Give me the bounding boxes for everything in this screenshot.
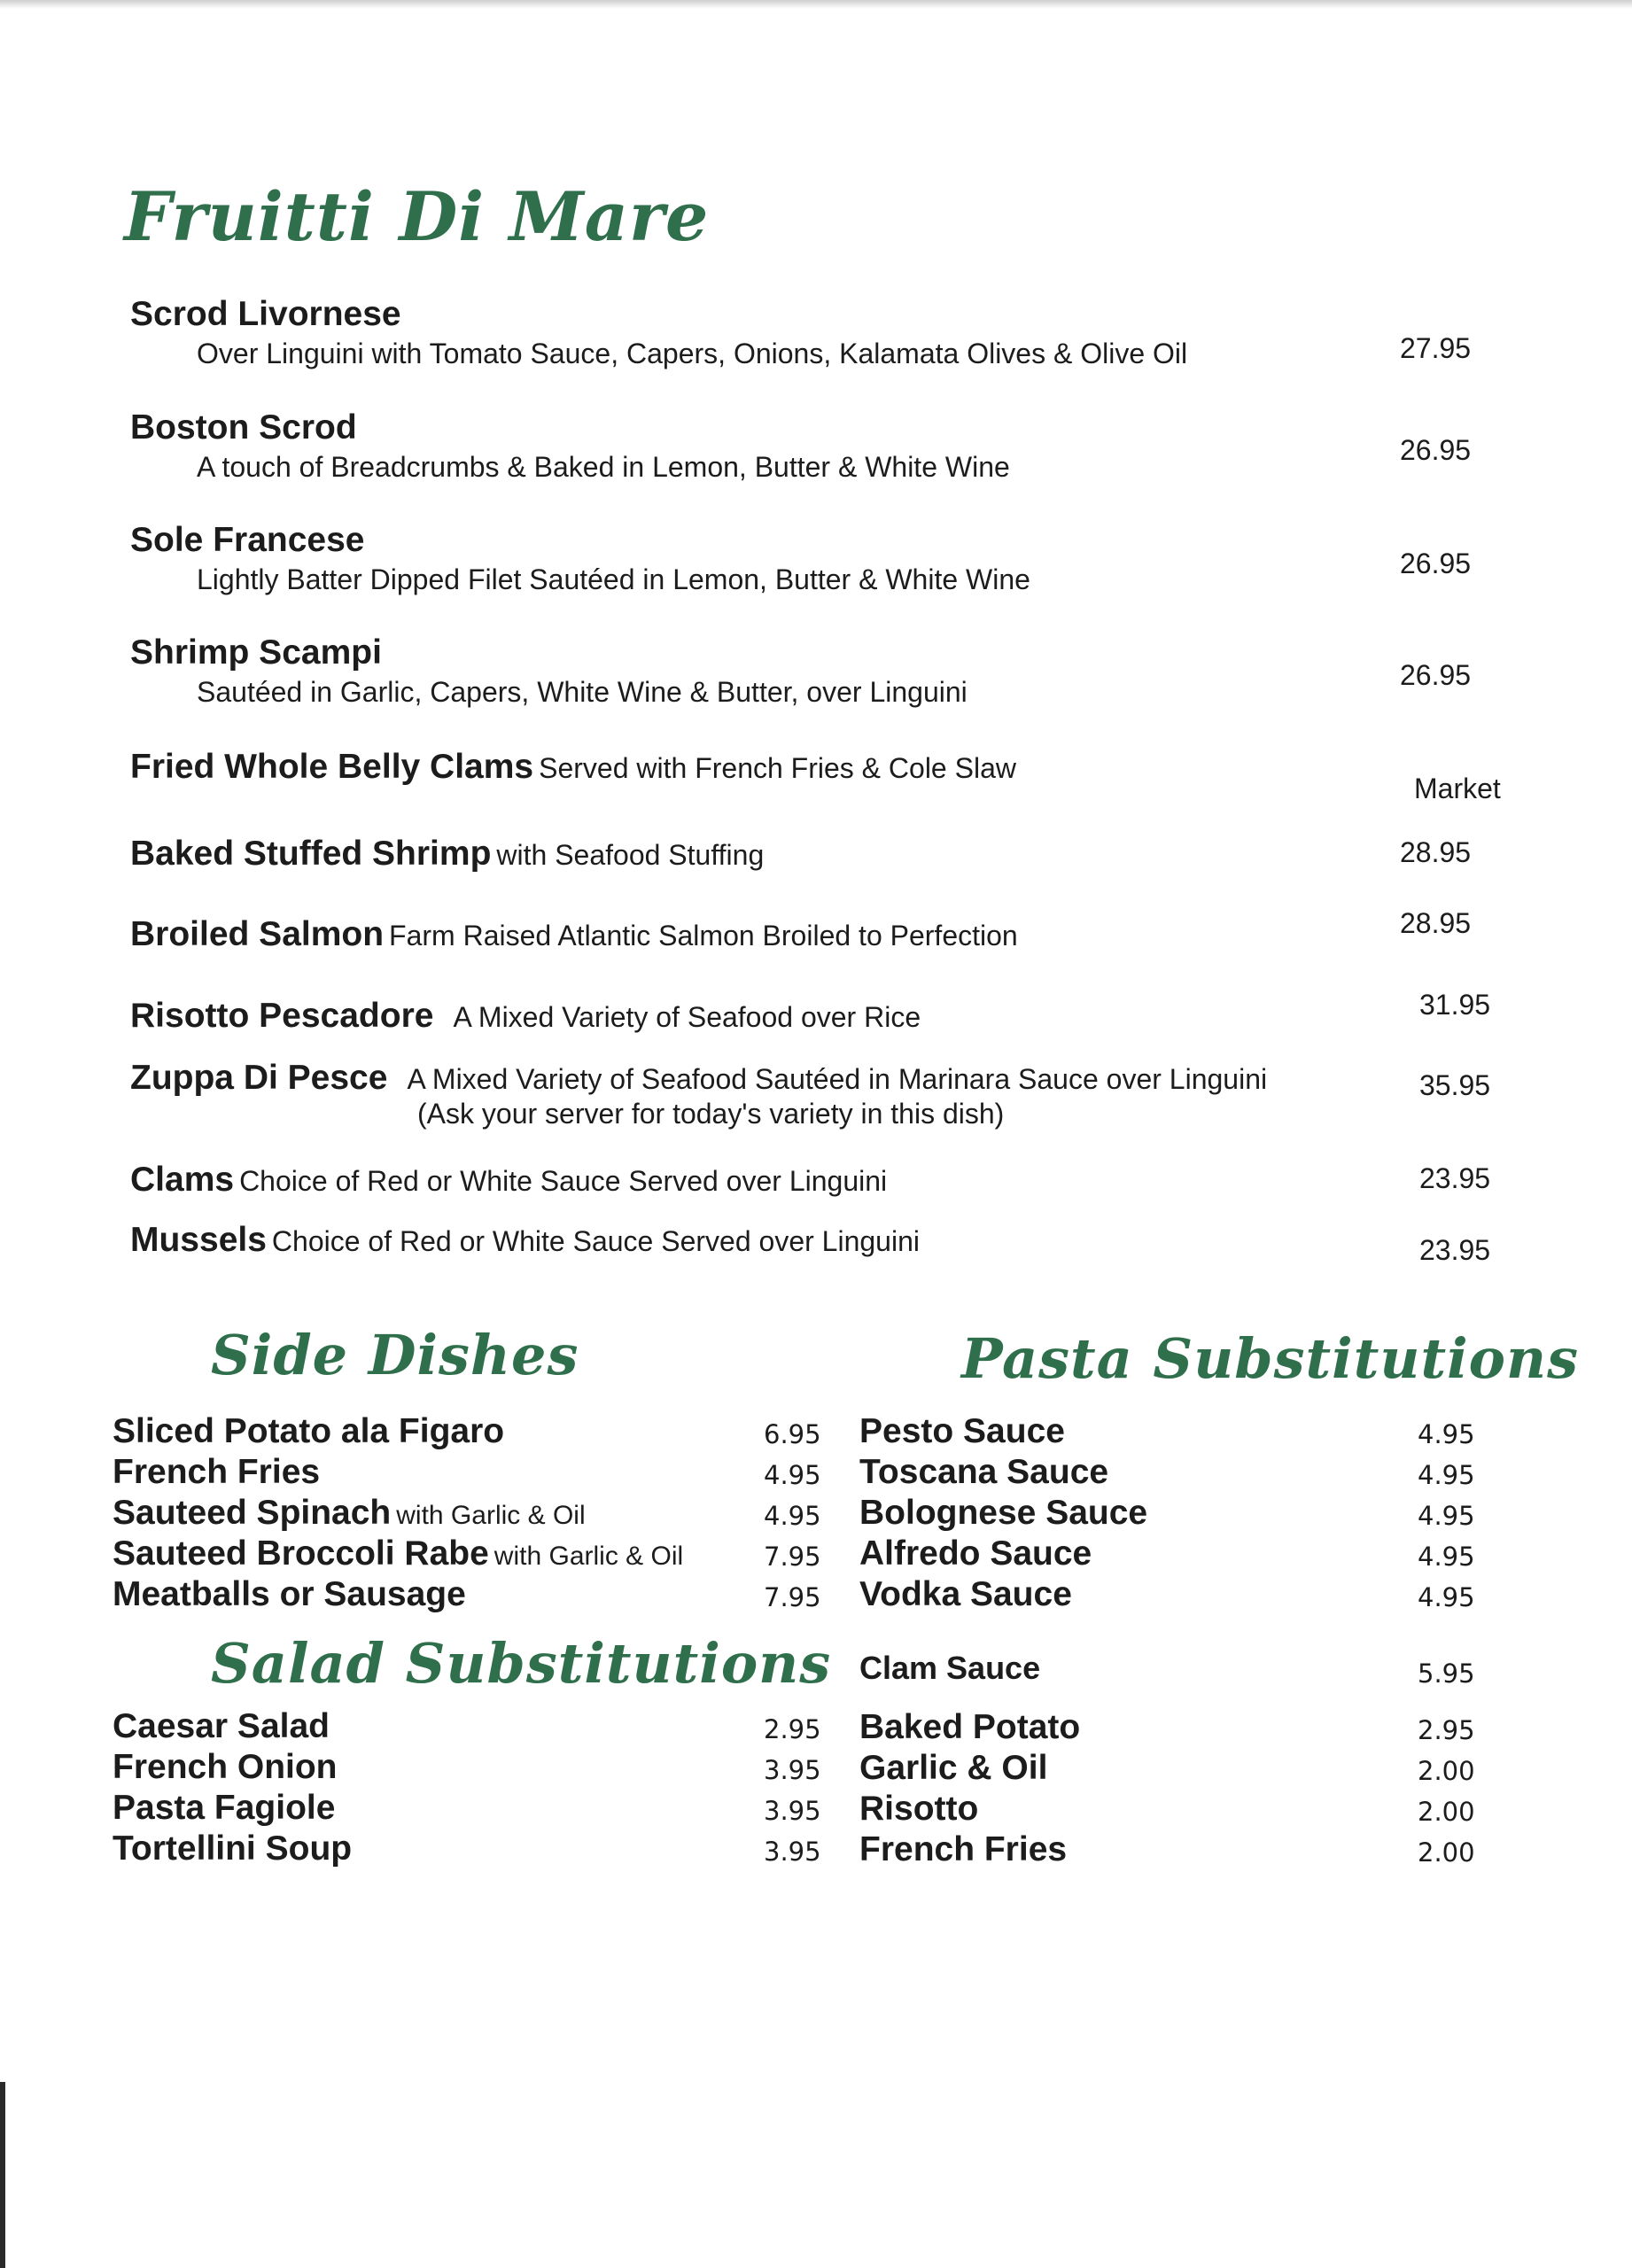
item-name: Risotto <box>859 1790 979 1828</box>
item-price: 28.95 <box>1400 836 1472 868</box>
item-name: Garlic & Oil <box>859 1749 1048 1787</box>
item-price: 26.95 <box>1400 434 1472 466</box>
item-name: Meatballs or Sausage <box>113 1575 466 1613</box>
list-item <box>859 1412 1568 1453</box>
item-name: Sole Francese <box>130 521 365 559</box>
item-note: with Garlic & Oil <box>493 1542 684 1571</box>
heading-salad-substitutions: Salad Substitutions <box>211 1631 832 1696</box>
scan-edge-mark <box>0 2082 5 2268</box>
item-price: 3.95 <box>764 1796 821 1826</box>
item-desc: Choice of Red or White Sauce Served over Linguini <box>239 1165 888 1197</box>
item-name: Tortellini Soup <box>113 1829 353 1868</box>
item-name: Clams <box>130 1161 235 1199</box>
item-price: 27.95 <box>1400 332 1472 364</box>
item-name: Mussels <box>130 1221 267 1259</box>
menu-item <box>130 1221 1282 1260</box>
menu-item <box>130 521 1282 596</box>
item-name: Shrimp Scampi <box>130 633 382 672</box>
item-desc: with Seafood Stuffing <box>496 839 765 871</box>
heading-side-dishes: Side Dishes <box>211 1323 579 1387</box>
list-item <box>113 1534 821 1575</box>
scan-top-shadow <box>0 0 1632 9</box>
menu-item <box>130 835 1282 874</box>
item-name: Baked Stuffed Shrimp <box>130 835 492 873</box>
item-price: 23.95 <box>1419 1162 1491 1194</box>
item-name: Risotto Pescadore <box>130 997 434 1035</box>
item-price: Market <box>1414 773 1501 804</box>
item-name: Vodka Sauce <box>859 1575 1072 1613</box>
list-item <box>113 1789 821 1829</box>
heading-seafood: Fruitti Di Mare <box>124 177 710 256</box>
list-item <box>113 1748 821 1789</box>
item-name: French Fries <box>859 1830 1068 1868</box>
item-price: 4.95 <box>1418 1582 1475 1612</box>
menu-item <box>130 1059 1282 1130</box>
item-price: 2.00 <box>1418 1837 1475 1868</box>
side-dishes-list <box>113 1412 821 1616</box>
item-price: 23.95 <box>1419 1234 1491 1266</box>
list-item <box>859 1830 1568 1871</box>
item-price: 4.95 <box>1418 1501 1475 1531</box>
item-price: 26.95 <box>1400 548 1472 579</box>
item-name: Pasta Fagiole <box>113 1789 336 1827</box>
item-desc: Lightly Batter Dipped Filet Sautéed in Lemon, Butter & White Wine <box>197 563 1030 595</box>
item-price: 2.95 <box>764 1714 821 1744</box>
item-desc: Choice of Red or White Sauce Served over Linguini <box>271 1225 920 1257</box>
item-price: 7.95 <box>764 1582 821 1612</box>
item-name: French Onion <box>113 1748 338 1786</box>
heading-pasta-substitutions: Pasta Substitutions <box>961 1326 1579 1391</box>
list-item <box>113 1829 821 1870</box>
list-item <box>113 1412 821 1453</box>
item-price: 4.95 <box>1418 1419 1475 1449</box>
menu-item <box>130 295 1282 370</box>
list-item <box>859 1790 1568 1830</box>
list-item <box>113 1453 821 1494</box>
item-name: Pesto Sauce <box>859 1412 1065 1450</box>
item-name: Clam Sauce <box>859 1650 1041 1686</box>
item-price: 7.95 <box>764 1542 821 1572</box>
item-price: 6.95 <box>764 1419 821 1449</box>
item-desc: Over Linguini with Tomato Sauce, Capers, Onions, Kalamata Olives & Olive Oil <box>197 338 1188 369</box>
list-item <box>859 1650 1568 1708</box>
menu-item <box>130 748 1282 787</box>
item-price: 2.95 <box>1418 1715 1475 1745</box>
item-price: 4.95 <box>1418 1460 1475 1490</box>
list-item <box>859 1453 1568 1494</box>
item-price: 5.95 <box>1418 1658 1475 1689</box>
list-item <box>859 1708 1568 1749</box>
item-desc: Farm Raised Atlantic Salmon Broiled to Perfection <box>389 920 1018 951</box>
list-item <box>859 1749 1568 1790</box>
list-item <box>859 1534 1568 1575</box>
salad-substitutions-list <box>113 1707 821 1870</box>
item-name: Caesar Salad <box>113 1707 330 1745</box>
item-name: Broiled Salmon <box>130 915 385 953</box>
list-item <box>113 1494 821 1534</box>
item-price: 2.00 <box>1418 1756 1475 1786</box>
item-price: 31.95 <box>1419 989 1491 1021</box>
list-item <box>113 1707 821 1748</box>
item-name: Boston Scrod <box>130 408 357 447</box>
item-name: Alfredo Sauce <box>859 1534 1092 1573</box>
item-note: with Garlic & Oil <box>396 1501 586 1530</box>
menu-item <box>130 408 1282 484</box>
item-desc: A touch of Breadcrumbs & Baked in Lemon, Butter & White Wine <box>197 451 1010 483</box>
item-price: 4.95 <box>764 1460 821 1490</box>
list-item <box>859 1575 1568 1616</box>
item-desc: Served with French Fries & Cole Slaw <box>539 752 1016 784</box>
item-name: Bolognese Sauce <box>859 1494 1148 1532</box>
menu-item <box>130 915 1282 954</box>
item-name: Sliced Potato ala Figaro <box>113 1412 505 1450</box>
item-name: Sauteed Broccoli Rabe <box>113 1534 489 1573</box>
list-item <box>859 1494 1568 1534</box>
item-note: (Ask your server for today's variety in this dish) <box>417 1098 1005 1130</box>
menu-item <box>130 997 1282 1036</box>
item-price: 3.95 <box>764 1837 821 1867</box>
pasta-substitutions-list <box>859 1412 1568 1616</box>
item-name: Sauteed Spinach <box>113 1494 392 1532</box>
item-desc: Sautéed in Garlic, Capers, White Wine & Butter, over Linguini <box>197 676 968 708</box>
item-name: Fried Whole Belly Clams <box>130 748 534 786</box>
menu-item <box>130 1161 1282 1200</box>
item-desc: A Mixed Variety of Seafood over Rice <box>453 1001 921 1033</box>
item-price: 35.95 <box>1419 1069 1491 1101</box>
menu-item <box>130 633 1282 709</box>
item-name: Scrod Livornese <box>130 295 401 333</box>
item-price: 26.95 <box>1400 659 1472 691</box>
item-name: Baked Potato <box>859 1708 1081 1746</box>
item-price: 2.00 <box>1418 1797 1475 1827</box>
item-desc: A Mixed Variety of Seafood Sautéed in Marinara Sauce over Linguini <box>407 1063 1268 1095</box>
item-name: Zuppa Di Pesce <box>130 1059 388 1097</box>
item-price: 3.95 <box>764 1755 821 1785</box>
item-name: Toscana Sauce <box>859 1453 1109 1491</box>
item-name: French Fries <box>113 1453 321 1491</box>
list-item <box>113 1575 821 1616</box>
item-price: 4.95 <box>1418 1542 1475 1572</box>
item-price: 4.95 <box>764 1501 821 1531</box>
other-substitutions-list <box>859 1650 1568 1871</box>
item-price: 28.95 <box>1400 907 1472 939</box>
